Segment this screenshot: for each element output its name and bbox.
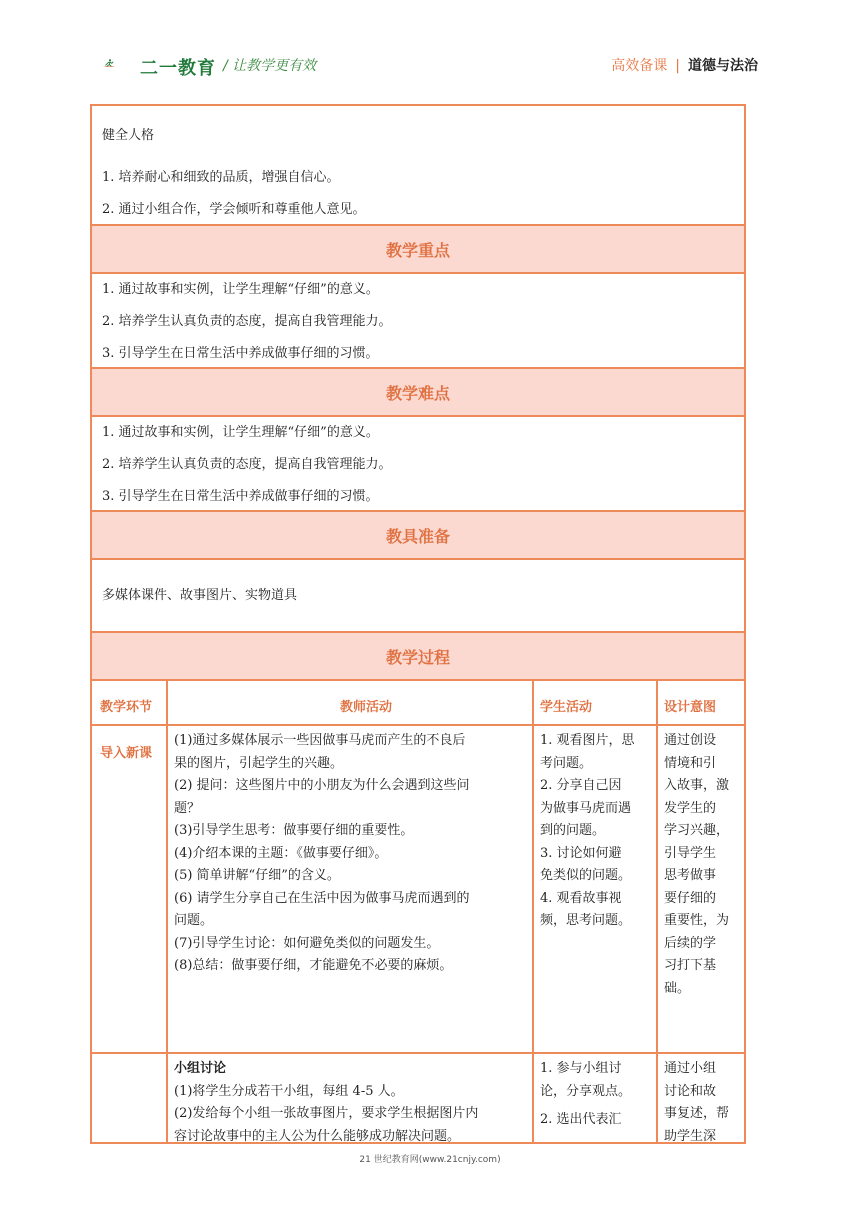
teacher-line: 容讨论故事中的主人公为什么能够成功解决问题。 (174, 1128, 461, 1144)
student-line: 论，分享观点。 (540, 1083, 632, 1099)
difficulty-item: 3. 引导学生在日常生活中养成做事仔细的习惯。 (102, 489, 379, 504)
intent-line: 助学生深 (664, 1128, 717, 1144)
intent-line: 重要性，为 (664, 913, 730, 928)
personality-item: 2. 通过小组合作，学会倾听和尊重他人意见。 (102, 202, 366, 217)
key-point-item: 2. 培养学生认真负责的态度，提高自我管理能力。 (102, 314, 392, 329)
teacher-line: (3)引导学生思考：做事要仔细的重要性。 (174, 823, 414, 838)
intent-line: 思考做事 (664, 868, 717, 883)
teacher-line: (4)介绍本课的主题：《做事要仔细》。 (174, 845, 388, 861)
key-point-item: 3. 引导学生在日常生活中养成做事仔细的习惯。 (102, 346, 379, 361)
personality-title: 健全人格 (102, 128, 155, 143)
teacher-activity-cell (174, 1058, 526, 1144)
slogan: / 让教学更有效 (223, 58, 317, 74)
key-point-item: 1. 通过故事和实例，让学生理解“仔细”的意义。 (102, 282, 379, 297)
teacher-line: (2) 提问：这些图片中的小朋友为什么会遇到这些问 (174, 778, 470, 793)
intent-line: 学习兴趣， (664, 823, 730, 838)
student-line: 4. 观看故事视 (540, 890, 622, 906)
page-footer: 21 世纪教育网(www.21cnjy.com) (359, 1155, 501, 1165)
difficulties-heading-band (92, 369, 744, 415)
stage-label: 导入新课 (100, 746, 153, 761)
student-line: 免类似的问题。 (540, 868, 632, 883)
intent-line: 讨论和故 (664, 1083, 717, 1099)
student-activity-cell (540, 1058, 654, 1132)
column-header-stage: 教学环节 (100, 700, 153, 715)
header-right (611, 55, 758, 75)
teacher-line: (1)将学生分成若干小组，每组 4-5 人。 (174, 1083, 404, 1099)
student-line: 考问题。 (540, 755, 593, 771)
column-header-intent: 设计意图 (664, 700, 717, 715)
difficulties-heading: 教学难点 (385, 383, 450, 403)
intent-line: 要仔细的 (664, 890, 717, 906)
column-header-student: 学生活动 (540, 700, 593, 715)
teacher-line: 问题。 (174, 913, 214, 928)
column-header-teacher: 教师活动 (340, 700, 393, 715)
teacher-line: (6) 请学生分享自己在生活中因为做事马虎而遇到的 (174, 890, 470, 906)
materials-heading-band (92, 512, 744, 558)
header-separator: | (675, 58, 680, 74)
student-line: 为做事马虎而遇 (540, 800, 632, 816)
header-course-label: 高效备课 (611, 58, 668, 74)
personality-item: 1. 培养耐心和细致的品质，增强自信心。 (102, 170, 340, 185)
intent-line: 引导学生 (664, 845, 717, 861)
intent-line: 习打下基 (664, 958, 717, 973)
intent-line: 础。 (664, 980, 691, 996)
intent-line: 事复述，帮 (664, 1106, 730, 1121)
student-line: 频，思考问题。 (540, 913, 632, 928)
teacher-line: (5) 简单讲解“仔细”的含义。 (174, 868, 340, 883)
runner-logo-icon (104, 48, 140, 78)
student-line: 到的问题。 (540, 823, 606, 838)
page-header (0, 0, 860, 100)
teacher-line: 题？ (174, 800, 201, 816)
teacher-activity-cell (174, 730, 526, 978)
lesson-plan-table (90, 104, 746, 1144)
design-intent-cell (664, 1058, 744, 1144)
difficulty-item: 2. 培养学生认真负责的态度，提高自我管理能力。 (102, 457, 392, 472)
student-line: 2. 选出代表汇 (540, 1112, 622, 1127)
materials-heading: 教具准备 (385, 526, 450, 546)
process-heading-band (92, 633, 744, 679)
student-line: 1. 参与小组讨 (540, 1061, 622, 1076)
difficulty-item: 1. 通过故事和实例，让学生理解“仔细”的意义。 (102, 425, 379, 440)
teacher-line: (7)引导学生讨论：如何避免类似的问题发生。 (174, 935, 440, 951)
teacher-line: (2)发给每个小组一张故事图片，要求学生根据图片内 (174, 1106, 479, 1121)
student-activity-cell (540, 730, 654, 933)
student-line: 1. 观看图片，思 (540, 733, 635, 748)
student-line: 3. 讨论如何避 (540, 845, 622, 861)
materials-text: 多媒体课件、故事图片、实物道具 (102, 588, 298, 603)
teacher-line: 果的图片，引起学生的兴趣。 (174, 755, 344, 771)
intent-line: 情境和引 (664, 755, 717, 771)
key-points-heading-band (92, 226, 744, 272)
teacher-line: (8)总结：做事要仔细，才能避免不必要的麻烦。 (174, 958, 453, 973)
intent-line: 通过创设 (664, 733, 717, 748)
design-intent-cell (664, 730, 744, 1000)
process-heading: 教学过程 (385, 647, 450, 667)
teacher-section-title: 小组讨论 (174, 1061, 227, 1076)
intent-line: 通过小组 (664, 1061, 717, 1076)
intent-line: 入故事，激 (664, 778, 730, 793)
logo-text: 二一教育 (140, 58, 216, 79)
teacher-line: (1)通过多媒体展示一些因做事马虎而产生的不良后 (174, 733, 466, 748)
key-points-heading: 教学重点 (385, 240, 450, 260)
student-line: 2. 分享自己因 (540, 778, 622, 793)
header-subject: 道德与法治 (688, 58, 758, 74)
intent-line: 发学生的 (664, 800, 717, 816)
intent-line: 后续的学 (664, 935, 717, 951)
